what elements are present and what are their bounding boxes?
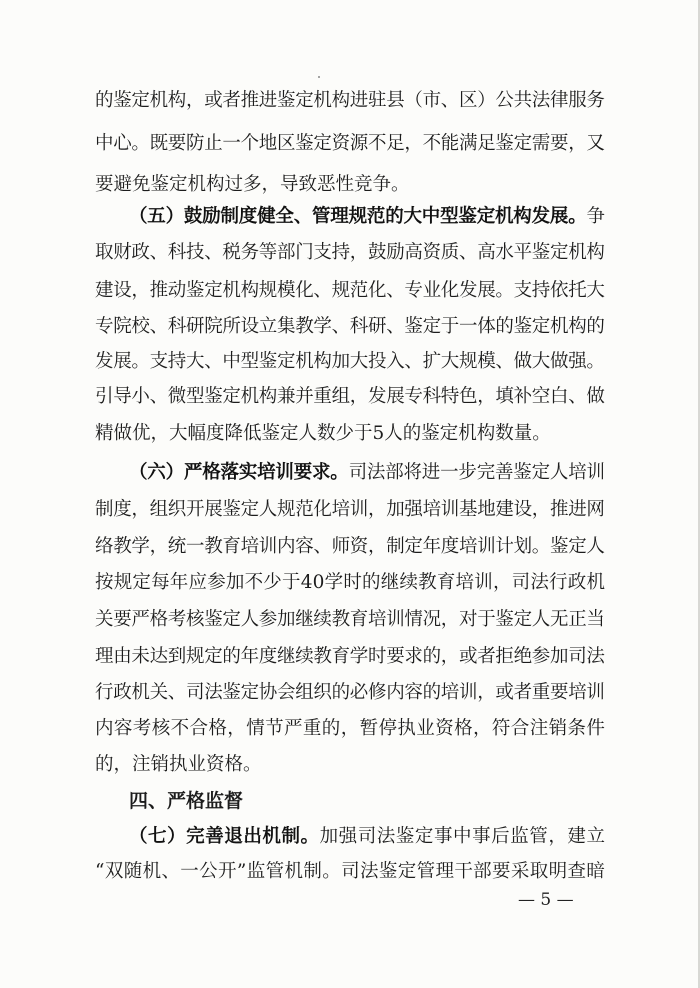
text-line [0, 86, 700, 116]
text-line [0, 605, 700, 635]
text-line [0, 750, 700, 780]
line-text: （七）完善退出机制。加强司法鉴定事中事后监管，建立 [129, 826, 606, 847]
text-line [0, 312, 700, 342]
text-line [0, 129, 700, 159]
line-text: 按规定每年应参加不少于40学时的继续教育培训，司法行政机 [95, 572, 606, 593]
line-text: 引导小、微型鉴定机构兼并重组，发展专科特色，填补空白、做 [95, 386, 605, 407]
line-text: 制度，组织开展鉴定人规范化培训，加强培训基地建设，推进网 [95, 499, 605, 520]
line-text: （五）鼓励制度健全、管理规范的大中型鉴定机构发展。争 [129, 206, 605, 227]
line-text: 的鉴定机构，或者推进鉴定机构进驻县（市、区）公共法律服务 [95, 90, 605, 111]
section-title-7: （七）完善退出机制。 [129, 826, 320, 847]
text-line [0, 786, 700, 816]
line-text: 行政机关、司法鉴定协会组织的必修内容的培训，或者重要培训 [95, 682, 605, 703]
section-title-6: （六）严格落实培训要求。 [129, 462, 349, 483]
text-line [0, 495, 700, 525]
text-line [0, 568, 700, 598]
line-text: 要避免鉴定机构过多，导致恶性竞争。 [95, 174, 410, 195]
text-line [0, 678, 700, 708]
text-line [0, 642, 700, 672]
text-line [0, 238, 700, 268]
line-text: “双随机、一公开”监管机制。司法鉴定管理干部要采取明查暗 [95, 861, 606, 882]
text-line [0, 532, 700, 562]
text-line [0, 276, 700, 306]
line-text: （六）严格落实培训要求。司法部将进一步完善鉴定人培训 [129, 462, 605, 483]
line-text: 中心。既要防止一个地区鉴定资源不足，不能满足鉴定需要，又 [95, 133, 605, 154]
text-line [0, 714, 700, 744]
line-text: 络教学，统一教育培训内容、师资，制定年度培训计划。鉴定人 [95, 536, 605, 557]
section-heading: 四、严格监督 [129, 790, 244, 812]
section-title-5: （五）鼓励制度健全、管理规范的大中型鉴定机构发展。 [129, 206, 587, 227]
text-line [0, 857, 700, 887]
text-line [0, 822, 700, 852]
page-number: — 5 — [518, 890, 574, 910]
scan-speck [318, 76, 320, 78]
line-text: 的，注销执业资格。 [95, 754, 262, 775]
text-line [0, 347, 700, 377]
text-line [0, 458, 700, 488]
line-text: 取财政、科技、税务等部门支持，鼓励高资质、高水平鉴定机构 [95, 242, 605, 263]
text-line [0, 170, 700, 200]
line-text: 专院校、科研院所设立集教学、科研、鉴定于一体的鉴定机构的 [95, 316, 605, 337]
line-text: 理由未达到规定的年度继续教育学时要求的，或者拒绝参加司法 [95, 646, 605, 667]
text-line [0, 382, 700, 412]
line-text: 精做优，大幅度降低鉴定人数少于5人的鉴定机构数量。 [95, 423, 551, 444]
line-text: 建设，推动鉴定机构规模化、规范化、专业化发展。支持依托大 [95, 280, 605, 301]
line-text: 内容考核不合格，情节严重的，暂停执业资格，符合注销条件 [95, 718, 606, 739]
text-line [0, 202, 700, 232]
line-text: 关要严格考核鉴定人参加继续教育培训情况，对于鉴定人无正当 [95, 609, 605, 630]
text-line [0, 419, 700, 449]
line-text: 发展。支持大、中型鉴定机构加大投入、扩大规模、做大做强。 [95, 351, 605, 372]
